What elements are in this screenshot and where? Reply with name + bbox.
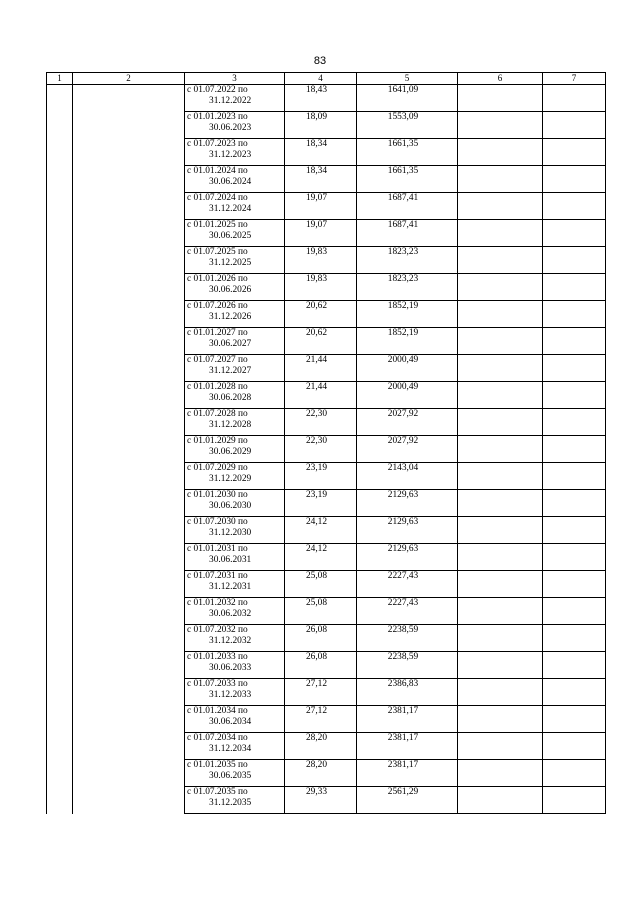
col2-cell: [73, 436, 185, 463]
col7-cell: [543, 382, 606, 409]
period-cell: [185, 598, 285, 625]
col5-value: 2227,43: [357, 598, 458, 625]
table-row: [47, 328, 606, 355]
col5-value: 2381,17: [357, 760, 458, 787]
tariff-table: [46, 72, 606, 814]
col5-value: 1661,35: [357, 139, 458, 166]
col6-cell: [458, 247, 543, 274]
period-end: 30.06.2023: [209, 123, 252, 133]
col1-cell: [47, 517, 73, 544]
table-row: [47, 490, 606, 517]
period-end: 30.06.2035: [209, 771, 252, 781]
period-end: 30.06.2030: [209, 501, 252, 511]
table-row: [47, 436, 606, 463]
col7-cell: [543, 139, 606, 166]
table-row: [47, 355, 606, 382]
col6-cell: [458, 274, 543, 301]
period-start: с 01.01.2027 по: [187, 328, 248, 338]
col5-value: 2129,63: [357, 544, 458, 571]
table-row: [47, 652, 606, 679]
col2-cell: [73, 301, 185, 328]
col2-cell: [73, 409, 185, 436]
period-start: с 01.01.2032 по: [187, 598, 248, 608]
period-start: с 01.07.2034 по: [187, 733, 248, 743]
col7-cell: [543, 328, 606, 355]
col6-cell: [458, 733, 543, 760]
col2-cell: [73, 139, 185, 166]
table-row: [47, 625, 606, 652]
col5-value: 1641,09: [357, 85, 458, 112]
col2-cell: [73, 652, 185, 679]
col6-cell: [458, 463, 543, 490]
col6-cell: [458, 220, 543, 247]
col1-cell: [47, 274, 73, 301]
column-header: 6: [458, 73, 543, 85]
period-end: 30.06.2025: [209, 231, 252, 241]
column-header: 5: [357, 73, 458, 85]
col6-cell: [458, 544, 543, 571]
period-cell: [185, 166, 285, 193]
col2-cell: [73, 787, 185, 814]
col7-cell: [543, 220, 606, 247]
period-start: с 01.01.2024 по: [187, 166, 248, 176]
period-end: 30.06.2029: [209, 447, 252, 457]
col2-cell: [73, 274, 185, 301]
period-end: 31.12.2027: [209, 366, 252, 376]
period-end: 31.12.2025: [209, 258, 252, 268]
period-cell: [185, 139, 285, 166]
period-start: с 01.07.2022 по: [187, 85, 248, 95]
col2-cell: [73, 355, 185, 382]
period-end: 30.06.2034: [209, 717, 252, 727]
table-row: [47, 598, 606, 625]
col1-cell: [47, 193, 73, 220]
col4-value: 19,07: [285, 220, 357, 247]
table-row: [47, 166, 606, 193]
col1-cell: [47, 166, 73, 193]
col7-cell: [543, 490, 606, 517]
col4-value: 27,12: [285, 679, 357, 706]
col7-cell: [543, 787, 606, 814]
col5-value: 2129,63: [357, 490, 458, 517]
col6-cell: [458, 490, 543, 517]
period-start: с 01.07.2024 по: [187, 193, 248, 203]
col2-cell: [73, 166, 185, 193]
col6-cell: [458, 787, 543, 814]
col4-value: 19,07: [285, 193, 357, 220]
col1-cell: [47, 733, 73, 760]
col2-cell: [73, 490, 185, 517]
col1-cell: [47, 652, 73, 679]
col4-value: 19,83: [285, 247, 357, 274]
period-start: с 01.07.2023 по: [187, 139, 248, 149]
period-cell: [185, 355, 285, 382]
col4-value: 24,12: [285, 517, 357, 544]
period-start: с 01.07.2035 по: [187, 787, 248, 797]
col2-cell: [73, 85, 185, 112]
period-cell: [185, 220, 285, 247]
period-cell: [185, 760, 285, 787]
table-row: [47, 517, 606, 544]
column-header: 2: [73, 73, 185, 85]
col5-value: 2561,29: [357, 787, 458, 814]
col2-cell: [73, 112, 185, 139]
table-row: [47, 679, 606, 706]
period-cell: [185, 193, 285, 220]
period-cell: [185, 328, 285, 355]
col1-cell: [47, 571, 73, 598]
col4-value: 23,19: [285, 490, 357, 517]
period-start: с 01.07.2026 по: [187, 301, 248, 311]
col6-cell: [458, 679, 543, 706]
period-start: с 01.07.2033 по: [187, 679, 248, 689]
col7-cell: [543, 247, 606, 274]
period-start: с 01.07.2031 по: [187, 571, 248, 581]
col6-cell: [458, 139, 543, 166]
col7-cell: [543, 463, 606, 490]
period-cell: [185, 382, 285, 409]
col5-value: 2000,49: [357, 355, 458, 382]
col6-cell: [458, 166, 543, 193]
table-body: [47, 85, 606, 814]
period-end: 31.12.2023: [209, 150, 252, 160]
col6-cell: [458, 193, 543, 220]
col2-cell: [73, 679, 185, 706]
period-cell: [185, 490, 285, 517]
col2-cell: [73, 571, 185, 598]
col4-value: 18,09: [285, 112, 357, 139]
col6-cell: [458, 517, 543, 544]
column-number-row: [47, 73, 606, 85]
col1-cell: [47, 355, 73, 382]
period-cell: [185, 733, 285, 760]
col1-cell: [47, 382, 73, 409]
col5-value: 2386,83: [357, 679, 458, 706]
col4-value: 29,33: [285, 787, 357, 814]
col6-cell: [458, 571, 543, 598]
col1-cell: [47, 625, 73, 652]
period-end: 30.06.2028: [209, 393, 252, 403]
col4-value: 23,19: [285, 463, 357, 490]
col5-value: 2027,92: [357, 436, 458, 463]
col2-cell: [73, 544, 185, 571]
col4-value: 26,08: [285, 625, 357, 652]
page-number: 83: [313, 55, 327, 67]
col1-cell: [47, 490, 73, 517]
period-end: 31.12.2026: [209, 312, 252, 322]
period-cell: [185, 652, 285, 679]
period-start: с 01.01.2034 по: [187, 706, 248, 716]
col2-cell: [73, 328, 185, 355]
col7-cell: [543, 409, 606, 436]
col6-cell: [458, 382, 543, 409]
period-end: 31.12.2033: [209, 690, 252, 700]
col2-cell: [73, 760, 185, 787]
col6-cell: [458, 436, 543, 463]
col5-value: 1852,19: [357, 301, 458, 328]
col6-cell: [458, 706, 543, 733]
col7-cell: [543, 355, 606, 382]
period-end: 30.06.2027: [209, 339, 252, 349]
period-start: с 01.01.2029 по: [187, 436, 248, 446]
col4-value: 26,08: [285, 652, 357, 679]
period-start: с 01.01.2025 по: [187, 220, 248, 230]
col2-cell: [73, 598, 185, 625]
col7-cell: [543, 301, 606, 328]
col2-cell: [73, 517, 185, 544]
period-start: с 01.07.2027 по: [187, 355, 248, 365]
period-cell: [185, 571, 285, 598]
table-row: [47, 247, 606, 274]
col1-cell: [47, 787, 73, 814]
col6-cell: [458, 760, 543, 787]
period-cell: [185, 85, 285, 112]
col2-cell: [73, 193, 185, 220]
period-start: с 01.07.2029 по: [187, 463, 248, 473]
period-cell: [185, 274, 285, 301]
col4-value: 28,20: [285, 760, 357, 787]
table-row: [47, 544, 606, 571]
col7-cell: [543, 571, 606, 598]
col4-value: 21,44: [285, 382, 357, 409]
col5-value: 2027,92: [357, 409, 458, 436]
col1-cell: [47, 139, 73, 166]
col5-value: 1823,23: [357, 247, 458, 274]
col1-cell: [47, 328, 73, 355]
col1-cell: [47, 598, 73, 625]
column-header: 7: [543, 73, 606, 85]
col5-value: 2381,17: [357, 706, 458, 733]
table-row: [47, 220, 606, 247]
col1-cell: [47, 409, 73, 436]
col2-cell: [73, 382, 185, 409]
col7-cell: [543, 679, 606, 706]
period-cell: [185, 301, 285, 328]
period-end: 30.06.2032: [209, 609, 252, 619]
period-end: 31.12.2029: [209, 474, 252, 484]
col7-cell: [543, 85, 606, 112]
col4-value: 22,30: [285, 436, 357, 463]
col5-value: 1553,09: [357, 112, 458, 139]
col4-value: 21,44: [285, 355, 357, 382]
period-cell: [185, 247, 285, 274]
table-row: [47, 112, 606, 139]
col4-value: 25,08: [285, 571, 357, 598]
column-header: 3: [185, 73, 285, 85]
col4-value: 25,08: [285, 598, 357, 625]
period-start: с 01.01.2033 по: [187, 652, 248, 662]
table-row: [47, 85, 606, 112]
period-cell: [185, 517, 285, 544]
period-cell: [185, 112, 285, 139]
table-row: [47, 463, 606, 490]
period-start: с 01.07.2025 по: [187, 247, 248, 257]
period-end: 31.12.2031: [209, 582, 252, 592]
col7-cell: [543, 517, 606, 544]
period-start: с 01.01.2031 по: [187, 544, 248, 554]
col4-value: 19,83: [285, 274, 357, 301]
col7-cell: [543, 598, 606, 625]
col1-cell: [47, 247, 73, 274]
period-start: с 01.01.2030 по: [187, 490, 248, 500]
period-end: 31.12.2034: [209, 744, 252, 754]
col7-cell: [543, 652, 606, 679]
col2-cell: [73, 220, 185, 247]
col5-value: 2238,59: [357, 625, 458, 652]
col1-cell: [47, 679, 73, 706]
col1-cell: [47, 220, 73, 247]
col4-value: 20,62: [285, 328, 357, 355]
table-row: [47, 382, 606, 409]
col7-cell: [543, 625, 606, 652]
col6-cell: [458, 652, 543, 679]
col7-cell: [543, 166, 606, 193]
col5-value: 1687,41: [357, 220, 458, 247]
table-row: [47, 706, 606, 733]
period-end: 30.06.2026: [209, 285, 252, 295]
col6-cell: [458, 355, 543, 382]
period-cell: [185, 787, 285, 814]
period-start: с 01.07.2030 по: [187, 517, 248, 527]
col4-value: 18,34: [285, 166, 357, 193]
col2-cell: [73, 463, 185, 490]
col7-cell: [543, 274, 606, 301]
col4-value: 20,62: [285, 301, 357, 328]
col7-cell: [543, 544, 606, 571]
col5-value: 1823,23: [357, 274, 458, 301]
table-row: [47, 409, 606, 436]
table-row: [47, 787, 606, 814]
col7-cell: [543, 193, 606, 220]
period-start: с 01.01.2028 по: [187, 382, 248, 392]
period-start: с 01.07.2028 по: [187, 409, 248, 419]
col4-value: 24,12: [285, 544, 357, 571]
col5-value: 2238,59: [357, 652, 458, 679]
col5-value: 2129,63: [357, 517, 458, 544]
period-end: 31.12.2022: [209, 96, 252, 106]
period-cell: [185, 706, 285, 733]
table-row: [47, 571, 606, 598]
col5-value: 1687,41: [357, 193, 458, 220]
col7-cell: [543, 112, 606, 139]
table-row: [47, 139, 606, 166]
period-cell: [185, 409, 285, 436]
col1-cell: [47, 760, 73, 787]
period-end: 30.06.2033: [209, 663, 252, 673]
period-end: 31.12.2030: [209, 528, 252, 538]
col4-value: 18,43: [285, 85, 357, 112]
column-header: 4: [285, 73, 357, 85]
col5-value: 1661,35: [357, 166, 458, 193]
period-end: 31.12.2028: [209, 420, 252, 430]
col5-value: 1852,19: [357, 328, 458, 355]
col4-value: 27,12: [285, 706, 357, 733]
col6-cell: [458, 85, 543, 112]
col7-cell: [543, 760, 606, 787]
col4-value: 28,20: [285, 733, 357, 760]
col5-value: 2227,43: [357, 571, 458, 598]
col1-cell: [47, 463, 73, 490]
column-header: 1: [47, 73, 73, 85]
period-cell: [185, 436, 285, 463]
table-row: [47, 733, 606, 760]
period-start: с 01.07.2032 по: [187, 625, 248, 635]
col2-cell: [73, 706, 185, 733]
period-cell: [185, 625, 285, 652]
period-end: 30.06.2024: [209, 177, 252, 187]
table-row: [47, 193, 606, 220]
period-end: 31.12.2024: [209, 204, 252, 214]
col7-cell: [543, 733, 606, 760]
period-cell: [185, 544, 285, 571]
col4-value: 22,30: [285, 409, 357, 436]
col1-cell: [47, 544, 73, 571]
col7-cell: [543, 436, 606, 463]
col1-cell: [47, 301, 73, 328]
col2-cell: [73, 247, 185, 274]
period-start: с 01.01.2023 по: [187, 112, 248, 122]
col1-cell: [47, 706, 73, 733]
period-end: 30.06.2031: [209, 555, 252, 565]
col2-cell: [73, 733, 185, 760]
period-cell: [185, 679, 285, 706]
col4-value: 18,34: [285, 139, 357, 166]
col1-cell: [47, 85, 73, 112]
period-start: с 01.01.2035 по: [187, 760, 248, 770]
period-end: 31.12.2032: [209, 636, 252, 646]
col6-cell: [458, 328, 543, 355]
period-end: 31.12.2035: [209, 798, 252, 808]
col1-cell: [47, 112, 73, 139]
col5-value: 2143,04: [357, 463, 458, 490]
col1-cell: [47, 436, 73, 463]
col6-cell: [458, 112, 543, 139]
table-row: [47, 274, 606, 301]
period-start: с 01.01.2026 по: [187, 274, 248, 284]
col6-cell: [458, 598, 543, 625]
col5-value: 2381,17: [357, 733, 458, 760]
table-row: [47, 301, 606, 328]
period-cell: [185, 463, 285, 490]
col6-cell: [458, 409, 543, 436]
col7-cell: [543, 706, 606, 733]
table-row: [47, 760, 606, 787]
col2-cell: [73, 625, 185, 652]
col6-cell: [458, 301, 543, 328]
col5-value: 2000,49: [357, 382, 458, 409]
col6-cell: [458, 625, 543, 652]
